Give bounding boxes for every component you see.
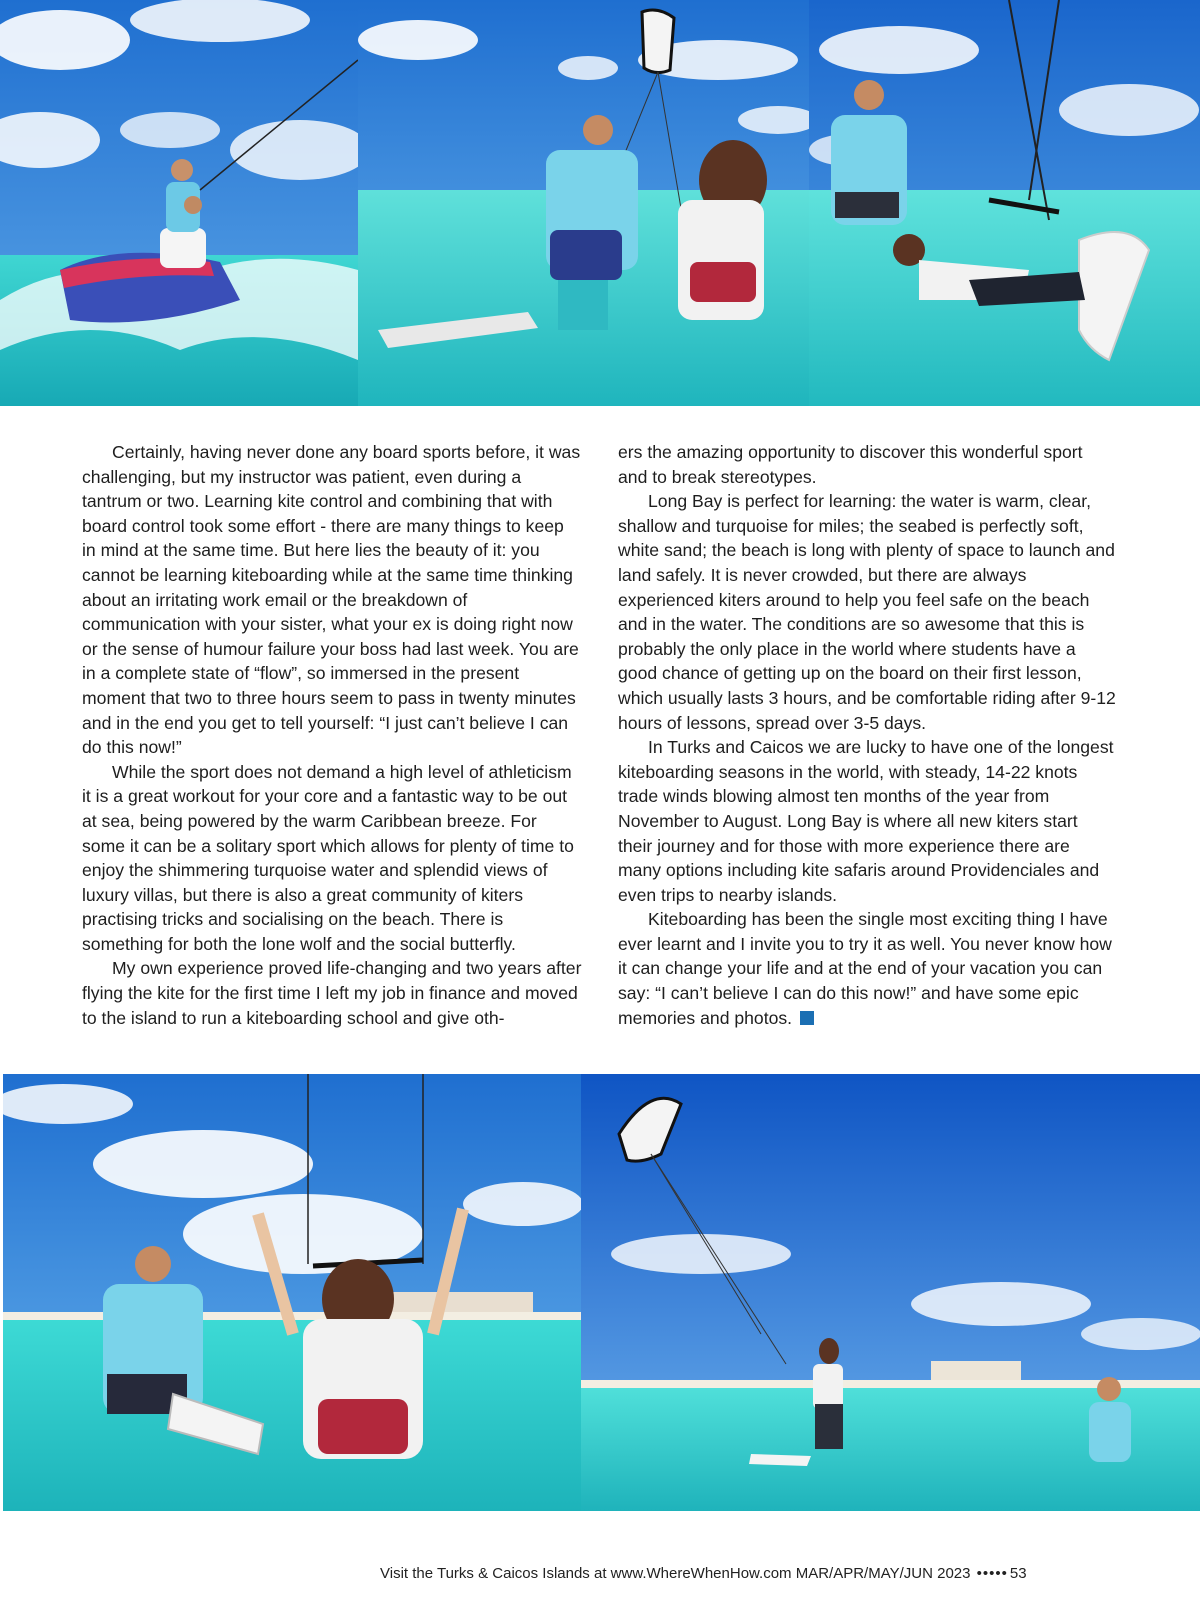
paragraph: My own experience proved life-changing and two years after flying the kite for the first time I left my job in finance and moved to the island to run a kiteboarding school and give oth- — [82, 958, 582, 1028]
paragraph: Long Bay is perfect for learning: the water is warm, clear, shallow and turquoise for miles; the seabed is perfectly soft, white sand; the beach is long with plenty of space to launch and land safely. It is never crowded, but there are always experienced kiters around to help you feel safe on the beach and in the water. The conditions are so awesome that this is probably the only place in the world where students have a good chance of getting up on the board on their first lesson, which usually lasts 3 hours, and be comfortable riding after 9-12 hours of lessons, spread over 3-5 days. — [618, 491, 1116, 733]
photo-student-riding-board — [581, 1074, 1200, 1511]
paragraph: In Turks and Caicos we are lucky to have one of the longest kiteboarding seasons in the world, with steady, 14-22 knots trade winds blowing almost ten months of the year from November to August. Long Bay is where all new kiters start their journey and for those with more experience there are many options including kite safaris around Providenciales and even trips to nearby islands. — [618, 737, 1114, 905]
paragraph-final — [618, 907, 1116, 1030]
paragraph-text: Kiteboarding has been the single most exciting thing I have ever learnt and I invite you to try it as well. You never know how it can change your life and at the end of your vacation you can say: “I can’t believe I can do this now!” and have some epic memories and photos. — [618, 909, 1112, 1028]
photo-student-body-drag — [809, 0, 1200, 406]
end-of-article-square-icon — [800, 1011, 814, 1025]
footer-dots: ••••• — [976, 1565, 1008, 1582]
photo-instructor-kite-launch — [358, 0, 809, 406]
article-column-left — [82, 440, 582, 1030]
footer-text: Visit the Turks & Caicos Islands at www.WhereWhenHow.com MAR/APR/MAY/JUN 2023 — [380, 1565, 971, 1582]
page-number: 53 — [1009, 1565, 1027, 1582]
paragraph: While the sport does not demand a high level of athleticism it is a great workout for your core and a fantastic way to be out at sea, being powered by the warm Caribbean breeze. For some it can be a solitary sport which allows for plenty of time to enjoy the shimmering turquoise water and splendid views of luxury villas, but there is also a great community of kiters practising tricks and socialising on the beach. There is something for both the lone wolf and the social butterfly. — [82, 761, 574, 954]
paragraph: Certainly, having never done any board sports before, it was challenging, but my instructor was patient, even during a tantrum or two. Learning kite control and combining that with board control took some effort - there are many things to keep in mind at the same time. But here lies the beauty of it: you cannot be learning kiteboarding while at the same time thinking about an irritating work email or the breakdown of communication with your sister, what your ex is doing right now or the sense of humour failure your boss had last week. You are in a complete state of “flow”, so immersed in the present moment that two to three hours seem to pass in twenty minutes and in the end you get to tell yourself: “I just can’t believe I can do this now!” — [82, 442, 581, 758]
photo-jetski-ride — [0, 0, 358, 406]
page-footer — [380, 1563, 1120, 1585]
article-column-right — [618, 440, 1116, 1030]
paragraph: ers the amazing opportunity to discover this wonderful sport and to break stereotypes. — [618, 442, 1083, 487]
photo-celebrating-student — [3, 1074, 581, 1511]
